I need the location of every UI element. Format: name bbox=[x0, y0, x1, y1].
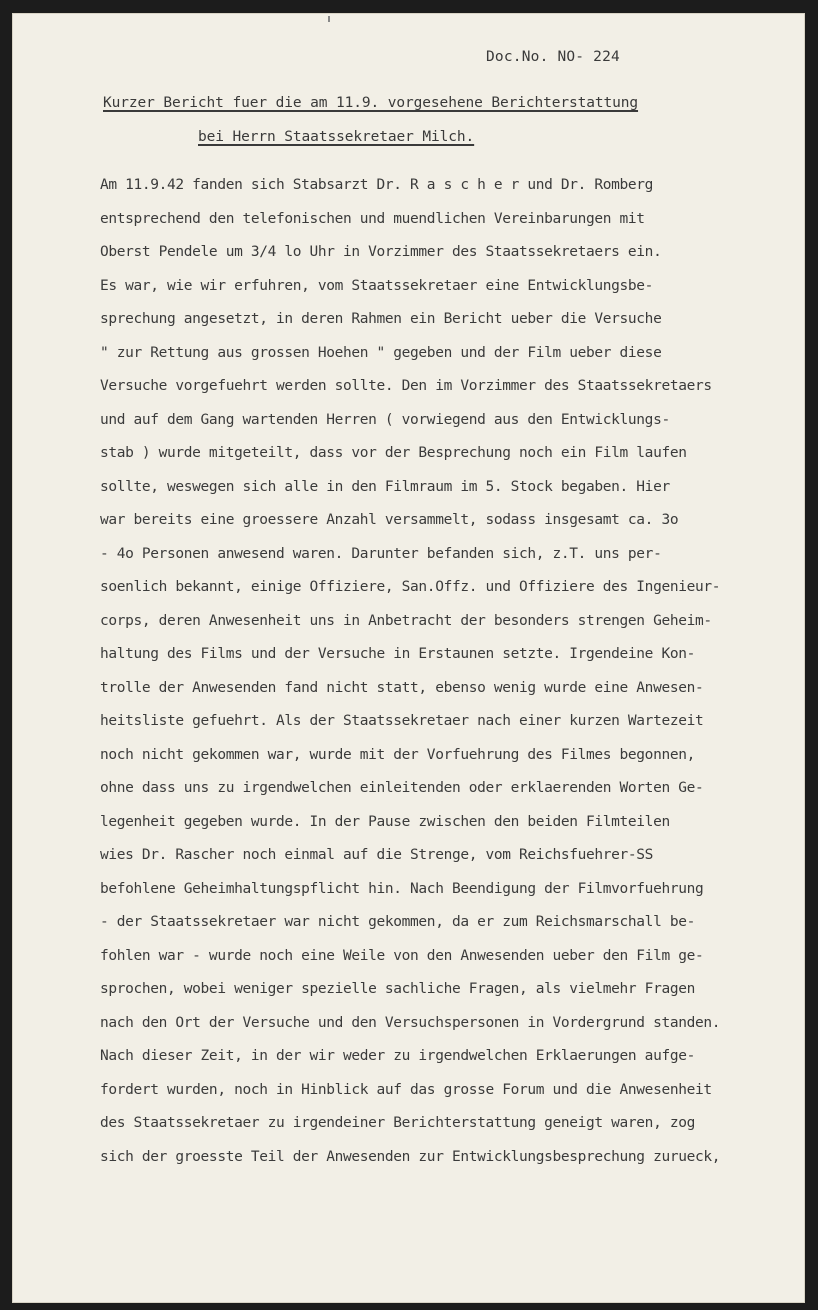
body-line: sprochen, wobei weniger spezielle sachliche Fragen, als vielmehr Fragen bbox=[100, 981, 695, 997]
body-line: " zur Rettung aus grossen Hoehen " gegeben und der Film ueber diese bbox=[100, 344, 662, 361]
body-line: haltung des Films und der Versuche in Erstaunen setzte. Irgendeine Kon- bbox=[100, 646, 695, 662]
body-line: Es war, wie wir erfuhren, vom Staatssekretaer eine Entwicklungsbe- bbox=[100, 277, 654, 294]
body-line: Am 11.9.42 fanden sich Stabsarzt Dr. R a s c h e r und Dr. Romberg bbox=[100, 177, 654, 193]
body-line: ohne dass uns zu irgendwelchen einleitenden oder erklaerenden Worten Ge- bbox=[100, 780, 704, 796]
body-line: sollte, weswegen sich alle in den Filmraum im 5. Stock begaben. Hier bbox=[100, 478, 670, 495]
body-line: legenheit gegeben wurde. In der Pause zwischen den beiden Filmteilen bbox=[100, 813, 670, 830]
document-number: Doc.No. NO- 224 bbox=[486, 49, 620, 65]
body-line: befohlene Geheimhaltungspflicht hin. Nach Beendigung der Filmvorfuehrung bbox=[100, 880, 704, 897]
body-line: sprechung angesetzt, in deren Rahmen ein Bericht ueber die Versuche bbox=[100, 311, 662, 327]
body-line: nach den Ort der Versuche und den Versuchspersonen in Vordergrund standen. bbox=[100, 1014, 721, 1031]
report-body bbox=[100, 169, 800, 1174]
body-line: fordert wurden, noch in Hinblick auf das grosse Forum und die Anwesenheit bbox=[100, 1081, 712, 1098]
body-line: sich der groesste Teil der Anwesenden zur Entwicklungsbesprechung zurueck, bbox=[100, 1148, 721, 1165]
body-line: Oberst Pendele um 3/4 lo Uhr in Vorzimmer des Staatssekretaers ein. bbox=[100, 244, 662, 260]
body-line: - der Staatssekretaer war nicht gekommen, da er zum Reichsmarschall be- bbox=[100, 914, 695, 930]
body-line: heitsliste gefuehrt. Als der Staatssekretaer nach einer kurzen Wartezeit bbox=[100, 713, 704, 729]
body-line: entsprechend den telefonischen und muendlichen Vereinbarungen mit bbox=[100, 210, 645, 227]
body-line: noch nicht gekommen war, wurde mit der Vorfuehrung des Filmes begonnen, bbox=[100, 746, 695, 763]
body-line: - 4o Personen anwesend waren. Darunter befanden sich, z.T. uns per- bbox=[100, 545, 662, 562]
body-line: trolle der Anwesenden fand nicht statt, ebenso wenig wurde eine Anwesen- bbox=[100, 679, 704, 696]
document-page bbox=[12, 13, 805, 1303]
body-line: und auf dem Gang wartenden Herren ( vorwiegend aus den Entwicklungs- bbox=[100, 411, 670, 428]
body-line: stab ) wurde mitgeteilt, dass vor der Besprechung noch ein Film laufen bbox=[100, 445, 687, 461]
report-title-line-1: Kurzer Bericht fuer die am 11.9. vorgesehene Berichterstattung bbox=[103, 95, 639, 111]
body-line: soenlich bekannt, einige Offiziere, San.Offz. und Offiziere des Ingenieur- bbox=[100, 579, 721, 595]
body-line: corps, deren Anwesenheit uns in Anbetracht der besonders strengen Geheim- bbox=[100, 612, 712, 629]
body-line: Nach dieser Zeit, in der wir weder zu irgendwelchen Erklaerungen aufge- bbox=[100, 1048, 695, 1064]
body-line: des Staatssekretaer zu irgendeiner Berichterstattung geneigt waren, zog bbox=[100, 1115, 695, 1131]
body-line: fohlen war - wurde noch eine Weile von den Anwesenden ueber den Film ge- bbox=[100, 947, 704, 964]
paper-mark bbox=[328, 16, 330, 22]
body-line: wies Dr. Rascher noch einmal auf die Strenge, vom Reichsfuehrer-SS bbox=[100, 847, 654, 863]
body-line: war bereits eine groessere Anzahl versammelt, sodass insgesamt ca. 3o bbox=[100, 512, 679, 528]
body-line: Versuche vorgefuehrt werden sollte. Den im Vorzimmer des Staatssekretaers bbox=[100, 378, 712, 394]
report-title-line-2: bei Herrn Staatssekretaer Milch. bbox=[198, 129, 475, 145]
